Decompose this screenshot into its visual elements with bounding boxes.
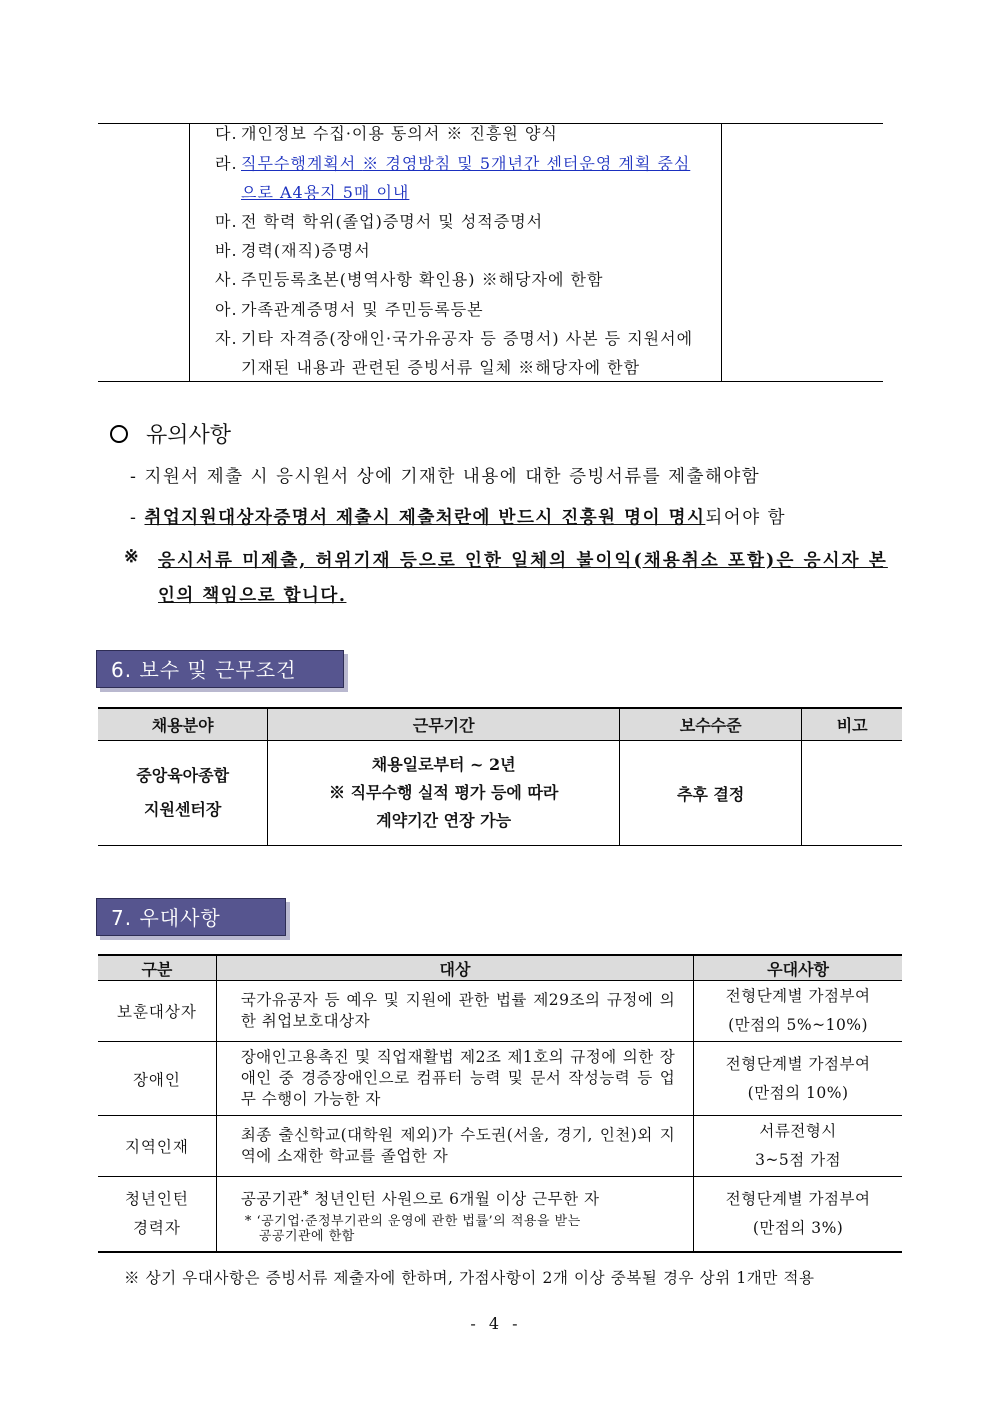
note-line: - 지원서 제출 시 응시원서 상에 기재한 내용에 대한 증빙서류를 제출해야함	[130, 467, 761, 487]
table-cell: 청년인턴 경력자	[98, 1177, 216, 1252]
page-number: - 4 -	[470, 1314, 522, 1333]
table-cell: 국가유공자 등 예우 및 지원에 관한 법률 제29조의 규정에 의한 취업보호대상자	[216, 981, 693, 1042]
section-7-banner: 7. 우대사항	[96, 898, 286, 936]
column-header: 보수수준	[620, 708, 802, 741]
doc-item: 다. 개인정보 수집·이용 동의서 ※ 진흥원 양식	[215, 124, 558, 143]
salary-table	[98, 707, 902, 846]
table-row	[98, 1116, 902, 1177]
section-6-banner: 6. 보수 및 근무조건	[96, 650, 344, 688]
table-cell: 장애인	[98, 1042, 216, 1116]
column-header: 채용분야	[98, 708, 268, 741]
doc-item: 바. 경력(재직)증명서	[215, 241, 371, 260]
doc-item-continued: 으로 A4용지 5매 이내	[241, 183, 410, 202]
table-cell: 최종 출신학교(대학원 제외)가 수도권(서울, 경기, 인천)외 지역에 소재한 학교를 졸업한 자	[216, 1116, 693, 1177]
table-cell: 전형단계별 가점부여 (만점의 10%)	[694, 1042, 902, 1116]
table-cell: 중앙육아종합 지원센터장	[98, 741, 268, 846]
table-divider	[721, 124, 722, 381]
table-cell: 공공기관* 청년인턴 사원으로 6개월 이상 근무한 자 * ‘공기업·준정부기관의 운영에 관한 법률’의 적용을 받는 공공기관에 한함	[216, 1177, 693, 1252]
table-cell: 지역인재	[98, 1116, 216, 1177]
doc-item: 사. 주민등록초본(병역사항 확인용) ※해당자에 한함	[215, 270, 604, 289]
table-row	[98, 1177, 902, 1252]
table-cell: 추후 결정	[620, 741, 802, 846]
column-header: 비고	[802, 708, 902, 741]
warning-mark: ※	[124, 547, 141, 567]
table-cell: 장애인고용촉진 및 직업재활법 제2조 제1호의 규정에 의한 장애인 중 경증장애인으로 컴퓨터 능력 및 문서 작성능력 등 업무 수행이 가능한 자	[216, 1042, 693, 1116]
note-line: - 취업지원대상자증명서 제출시 제출처란에 반드시 진흥원 명이 명시되어야 함	[130, 508, 787, 528]
doc-item-continued: 기재된 내용과 관련된 증빙서류 일체 ※해당자에 한함	[241, 358, 641, 377]
table-row	[98, 981, 902, 1042]
table-row	[98, 1042, 902, 1116]
footnote: * ‘공기업·준정부기관의 운영에 관한 법률’의 적용을 받는	[244, 1213, 581, 1229]
circle-bullet-icon	[110, 425, 128, 443]
doc-item: 아. 가족관계증명서 및 주민등록등본	[215, 300, 484, 319]
doc-item: 자. 기타 자격증(장애인·국가유공자 등 증명서) 사본 등 지원서에	[215, 329, 694, 348]
table-row	[98, 741, 902, 846]
table-cell: 보훈대상자	[98, 981, 216, 1042]
column-header: 대상	[216, 955, 693, 981]
table-cell: 채용일로부터 ~ 2년 ※ 직무수행 실적 평가 등에 따라 계약기간 연장 가능	[268, 741, 620, 846]
notes-heading: 유의사항	[110, 418, 231, 449]
benefits-footnote: ※ 상기 우대사항은 증빙서류 제출자에 한하며, 가점사항이 2개 이상 중복될 경우 상위 1개만 적용	[124, 1269, 815, 1287]
table-cell: 전형단계별 가점부여 (만점의 5%~10%)	[694, 981, 902, 1042]
column-header: 구분	[98, 955, 216, 981]
table-cell	[802, 741, 902, 846]
table-cell: 전형단계별 가점부여 (만점의 3%)	[694, 1177, 902, 1252]
doc-item: 마. 전 학력 학위(졸업)증명서 및 성적증명서	[215, 212, 544, 231]
doc-item: 라. 직무수행계획서 ※ 경영방침 및 5개년간 센터운영 계획 중심	[215, 154, 691, 173]
column-header: 우대사항	[694, 955, 902, 981]
benefits-table	[98, 954, 902, 1253]
footnote: 공공기관에 한함	[258, 1228, 355, 1244]
table-cell: 서류전형시 3~5점 가점	[694, 1116, 902, 1177]
warning-line: 응시서류 미제출, 허위기재 등으로 인한 일체의 불이익(채용취소 포함)은 응시자 본	[158, 551, 888, 571]
column-header: 근무기간	[268, 708, 620, 741]
table-divider	[189, 124, 190, 381]
warning-line: 인의 책임으로 합니다.	[158, 586, 347, 606]
